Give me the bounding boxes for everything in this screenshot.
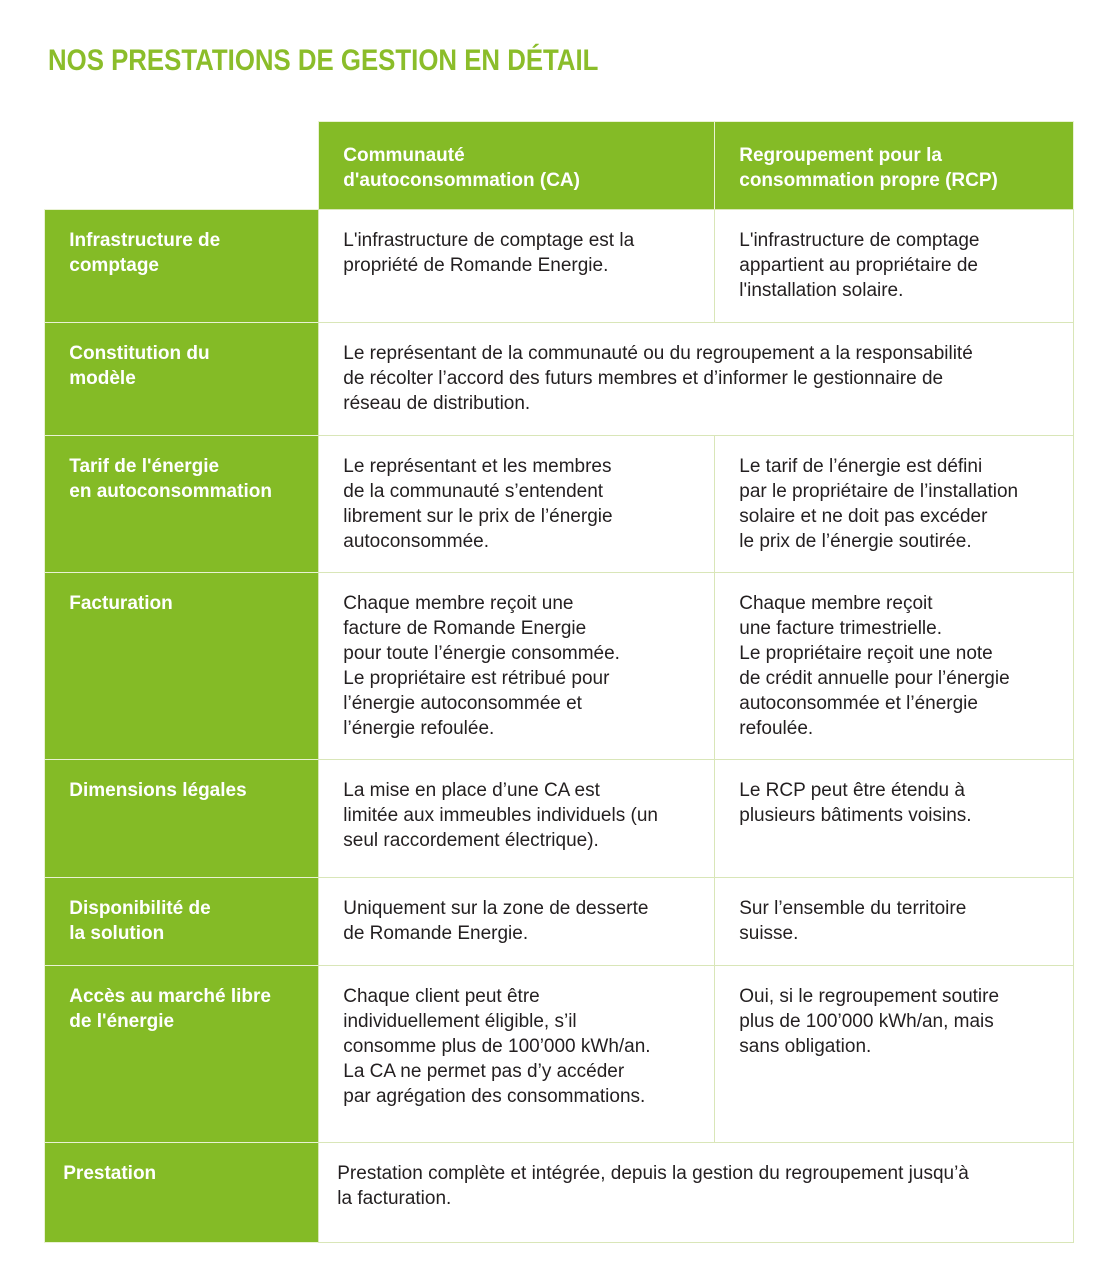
- cell-dimensions-rcp: Le RCP peut être étendu à plusieurs bâtiments voisins.: [714, 759, 1074, 879]
- cell-tarif-rcp: Le tarif de l’énergie est défini par le propriétaire de l’installation solaire et ne doit pas excéder le prix de l’énergie soutirée.: [714, 435, 1074, 574]
- cell-acces-marche-rcp: Oui, si le regroupement soutire plus de 100’000 kWh/an, mais sans obligation.: [714, 965, 1074, 1144]
- row-label-infrastructure: Infrastructure de comptage: [44, 209, 320, 324]
- table-corner: [44, 121, 320, 211]
- cell-infrastructure-ca: L'infrastructure de comptage est la propriété de Romande Energie.: [318, 209, 716, 324]
- cell-disponibilite-rcp: Sur l’ensemble du territoire suisse.: [714, 877, 1074, 967]
- cell-dimensions-ca: La mise en place d’une CA est limitée aux immeubles individuels (un seul raccordement électrique).: [318, 759, 716, 879]
- row-label-disponibilite: Disponibilité de la solution: [44, 877, 320, 967]
- page-title: NOS PRESTATIONS DE GESTION EN DÉTAIL: [48, 44, 599, 77]
- row-label-dimensions: Dimensions légales: [44, 759, 320, 879]
- row-label-constitution: Constitution du modèle: [44, 322, 320, 437]
- row-label-prestation: Prestation: [44, 1142, 320, 1243]
- row-label-facturation: Facturation: [44, 572, 320, 761]
- cell-constitution-shared: Le représentant de la communauté ou du regroupement a la responsabilité de récolter l’accord des futurs membres et d’informer le gestionnaire de réseau de distribution.: [318, 322, 1074, 437]
- cell-acces-marche-ca: Chaque client peut être individuellement éligible, s’il consomme plus de 100’000 kWh/an. La CA ne permet pas d’y accéder par agrégation des consommations.: [318, 965, 716, 1144]
- row-label-tarif: Tarif de l'énergie en autoconsommation: [44, 435, 320, 574]
- comparison-table: [45, 122, 1073, 1242]
- cell-disponibilite-ca: Uniquement sur la zone de desserte de Romande Energie.: [318, 877, 716, 967]
- cell-tarif-ca: Le représentant et les membres de la communauté s’entendent librement sur le prix de l’énergie autoconsommée.: [318, 435, 716, 574]
- cell-infrastructure-rcp: L'infrastructure de comptage appartient au propriétaire de l'installation solaire.: [714, 209, 1074, 324]
- cell-prestation-shared: Prestation complète et intégrée, depuis la gestion du regroupement jusqu’à la facturation.: [318, 1142, 1074, 1243]
- cell-facturation-rcp: Chaque membre reçoit une facture trimestrielle. Le propriétaire reçoit une note de crédit annuelle pour l’énergie autoconsommée et l’énergie refoulée.: [714, 572, 1074, 761]
- column-header-ca: Communauté d'autoconsommation (CA): [318, 121, 716, 211]
- column-header-rcp: Regroupement pour la consommation propre (RCP): [714, 121, 1074, 211]
- cell-facturation-ca: Chaque membre reçoit une facture de Romande Energie pour toute l’énergie consommée. Le propriétaire est rétribué pour l’énergie autoconsommée et l’énergie refoulée.: [318, 572, 716, 761]
- row-label-acces-marche: Accès au marché libre de l'énergie: [44, 965, 320, 1144]
